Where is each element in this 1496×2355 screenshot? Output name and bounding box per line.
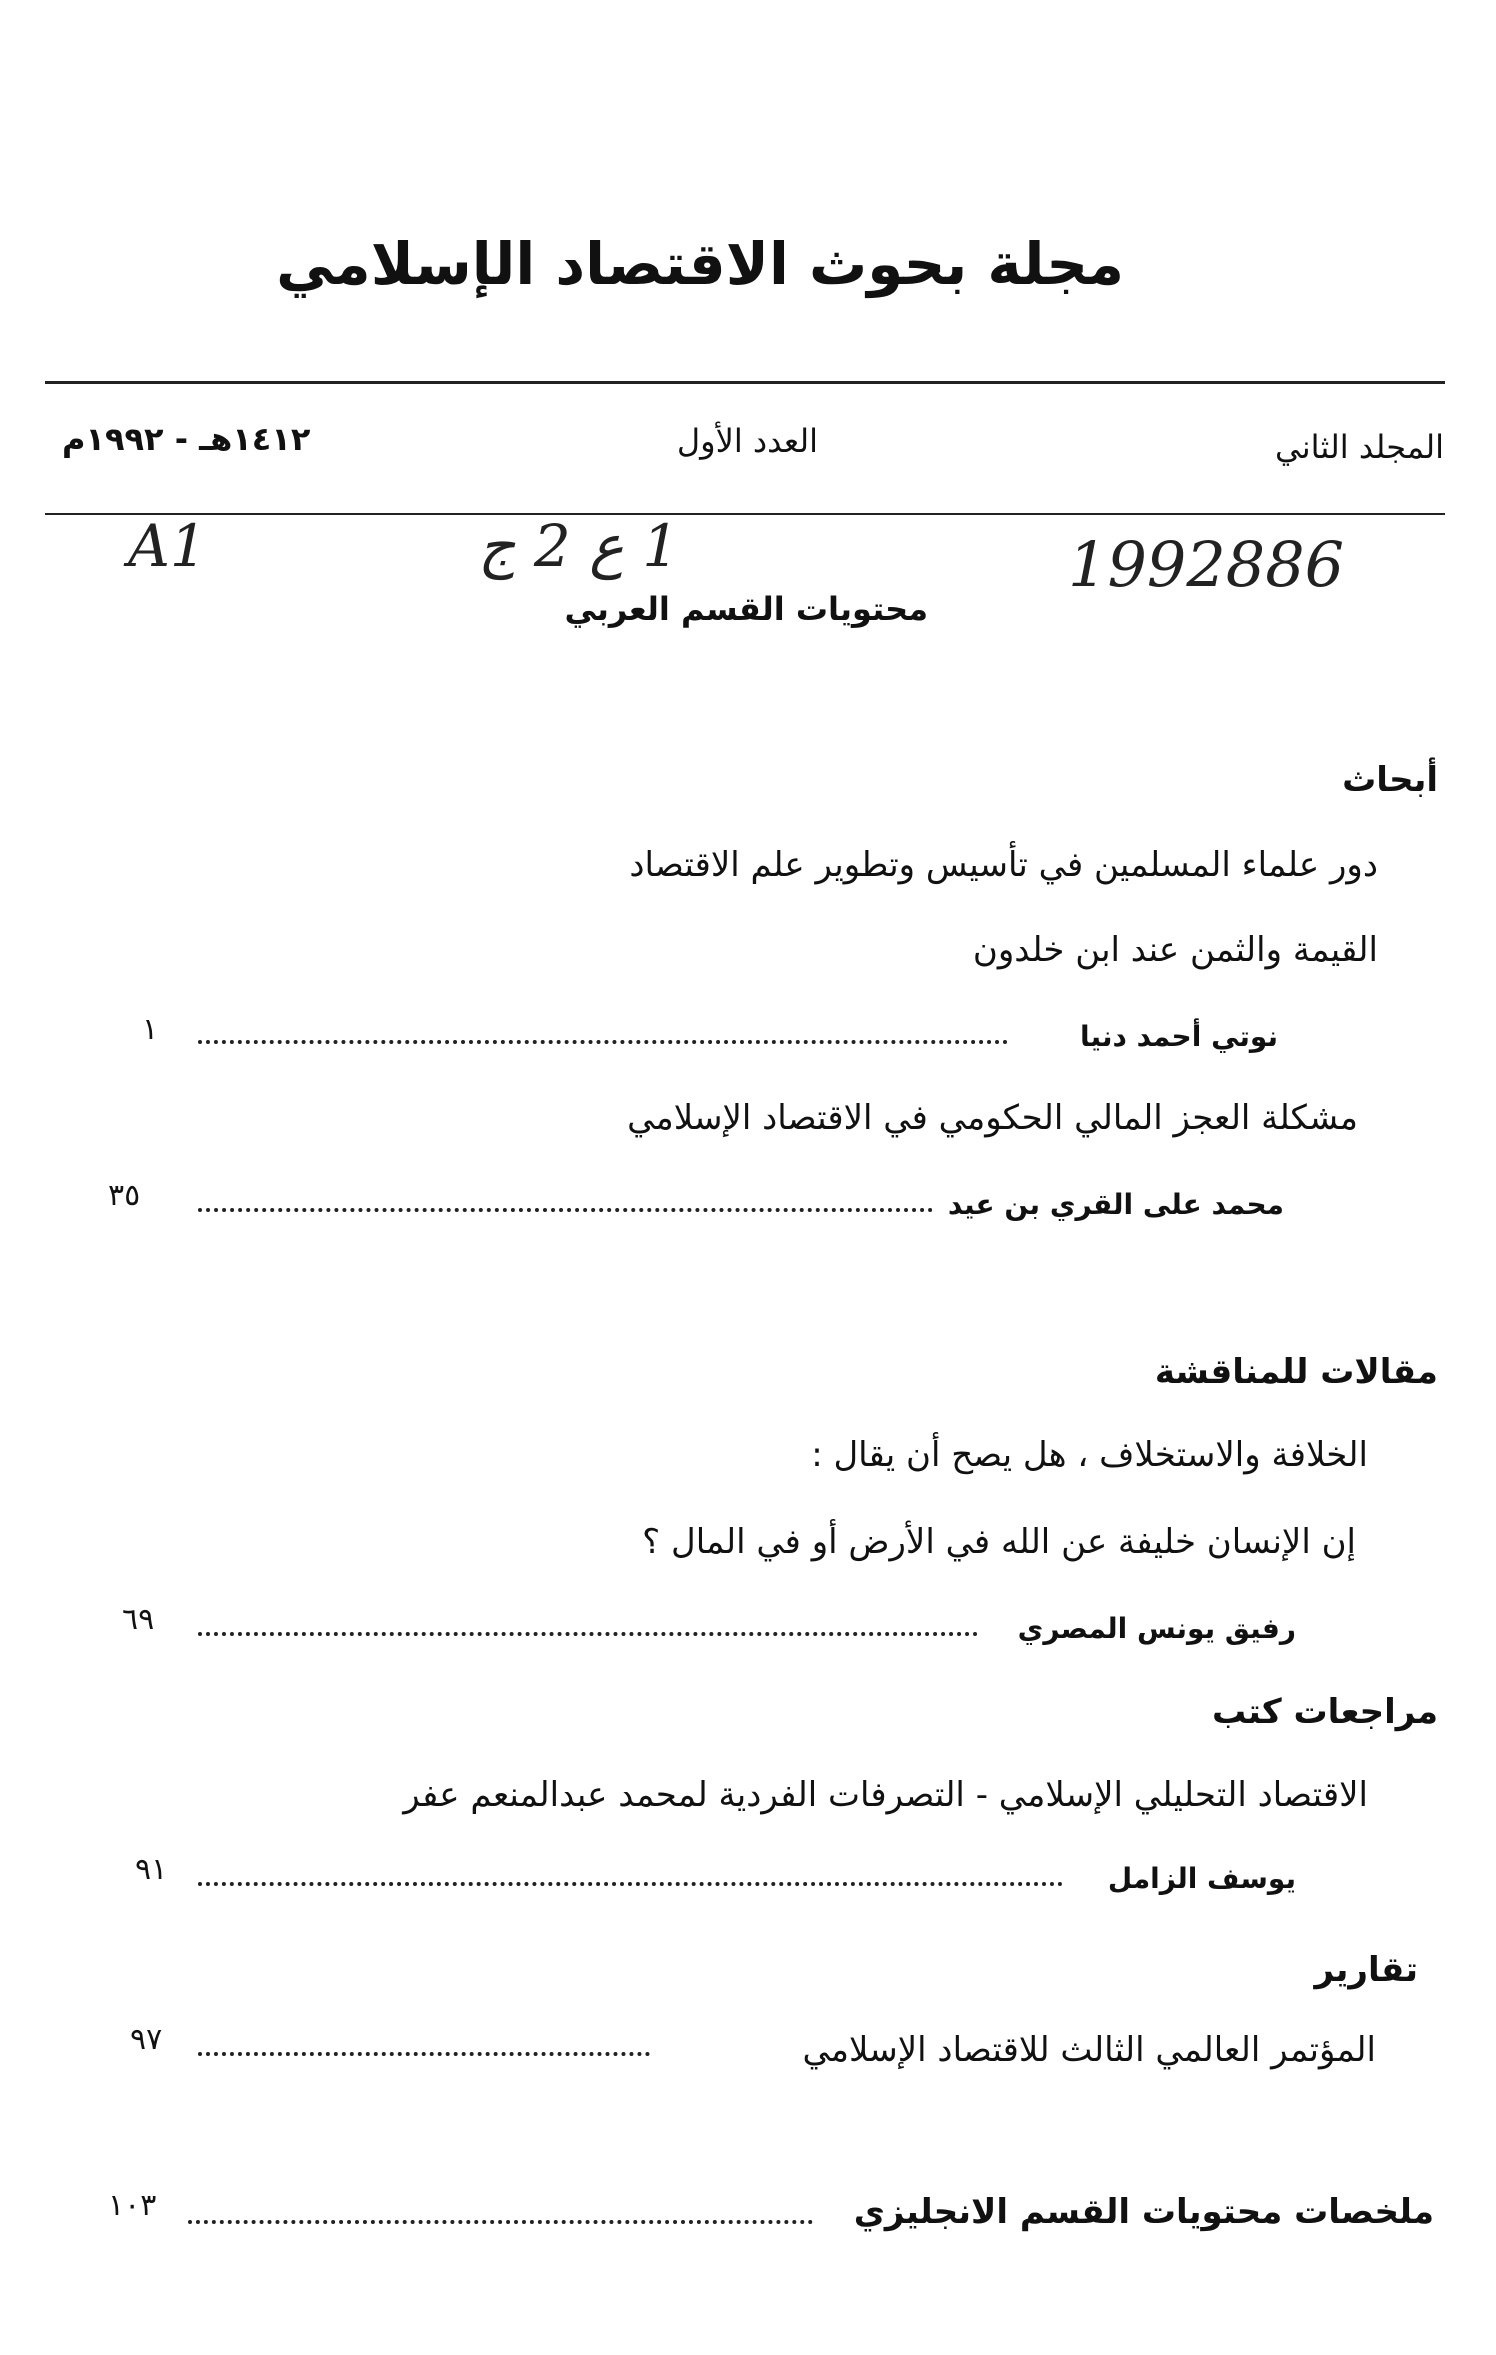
discussion-article1-page: ٦٩	[122, 1602, 155, 1637]
issue-label: العدد الأول	[676, 422, 818, 460]
leader-dots	[198, 1208, 933, 1212]
research-article2-author: محمد على القري بن عيد	[947, 1188, 1284, 1221]
leader-dots	[188, 2220, 813, 2224]
research-article1-line2: القيمة والثمن عند ابن خلدون	[972, 930, 1378, 970]
section-title-book-reviews: مراجعات كتب	[1212, 1692, 1438, 1732]
section-title-reports: تقارير	[1314, 1950, 1418, 1990]
research-article1-page: ١	[142, 1012, 159, 1047]
book-review1-author: يوسف الزامل	[1107, 1862, 1296, 1895]
discussion-article1-line2: إن الإنسان خليفة عن الله في الأرض أو في المال ؟	[642, 1522, 1356, 1562]
discussion-article1-author: رفيق يونس المصري	[1017, 1612, 1296, 1645]
report1-line1: المؤتمر العالمي الثالث للاقتصاد الإسلامي	[802, 2030, 1376, 2070]
research-article1-line1: دور علماء المسلمين في تأسيس وتطوير علم الاقتصاد	[629, 845, 1378, 885]
report1-page: ٩٧	[130, 2022, 163, 2057]
research-article1-author: نوتي أحمد دنيا	[1080, 1020, 1278, 1053]
handwritten-code-number: 1992886	[1068, 528, 1345, 601]
date-label: ١٤١٢هـ - ١٩٩٢م	[62, 420, 311, 458]
book-review1-line1: الاقتصاد التحليلي الإسلامي - التصرفات الفردية لمحمد عبدالمنعم عفر	[403, 1775, 1368, 1815]
handwritten-code-middle: 1 ع 2 ج	[478, 512, 680, 580]
discussion-article1-line1: الخلافة والاستخلاف ، هل يصح أن يقال :	[811, 1435, 1368, 1475]
handwritten-code-a1: A1	[128, 512, 207, 580]
section-title-research: أبحاث	[1342, 760, 1438, 800]
leader-dots	[198, 1882, 1063, 1886]
section-title-discussion: مقالات للمناقشة	[1154, 1352, 1438, 1392]
leader-dots	[198, 1632, 978, 1636]
book-review1-page: ٩١	[135, 1852, 168, 1887]
volume-label: المجلد الثاني	[1275, 428, 1444, 466]
research-article2-page: ٣٥	[108, 1178, 141, 1213]
leader-dots	[198, 2052, 650, 2056]
contents-heading: محتويات القسم العربي	[564, 590, 928, 628]
leader-dots	[198, 1040, 1008, 1044]
header-bottom-rule	[45, 513, 1445, 515]
section-title-english-summaries: ملخصات محتويات القسم الانجليزي	[853, 2192, 1434, 2232]
research-article2-line1: مشكلة العجز المالي الحكومي في الاقتصاد الإسلامي	[627, 1098, 1358, 1138]
english-summaries-page: ١٠٣	[108, 2188, 157, 2223]
journal-title: مجلة بحوث الاقتصاد الإسلامي	[276, 230, 1124, 298]
top-rule	[45, 381, 1445, 384]
